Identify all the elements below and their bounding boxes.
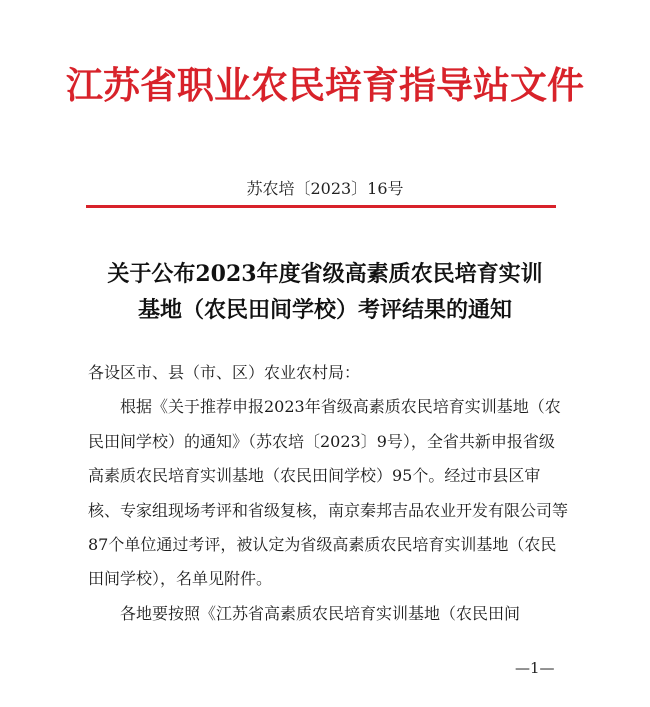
body-paragraph-1: 根据《关于推荐申报2023年省级高素质农民培育实训基地（农民田间学校）的通知》（苏农培〔2023〕9号），全省共新申报省级高素质农民培育实训基地（农民田间学校）95个。经过市县区审核、专家组现场考评和省级复核，南京秦邦吉品农业开发有限公司等87个单位通过考评，被认定为省级高素质农民培育实训基地（农民田间学校），名单见附件。 [88, 397, 569, 589]
notice-title [60, 256, 590, 328]
notice-title-line-2: 基地（农民田间学校）考评结果的通知 [137, 297, 512, 323]
body-paragraph-2: 各地要按照《江苏省高素质农民培育实训基地（农民田间 [120, 603, 521, 623]
document-number: 苏农培〔2023〕16号 [246, 179, 404, 198]
issuing-office-header: 江苏省职业农民培育指导站文件 [66, 64, 584, 107]
red-divider-line [86, 205, 556, 208]
notice-body [88, 356, 570, 631]
notice-title-line-1: 关于公布2023年度省级高素质农民培育实训 [107, 261, 543, 287]
salutation: 各设区市、县（市、区）农业农村局： [88, 363, 361, 382]
page-number: —1— [515, 659, 555, 677]
